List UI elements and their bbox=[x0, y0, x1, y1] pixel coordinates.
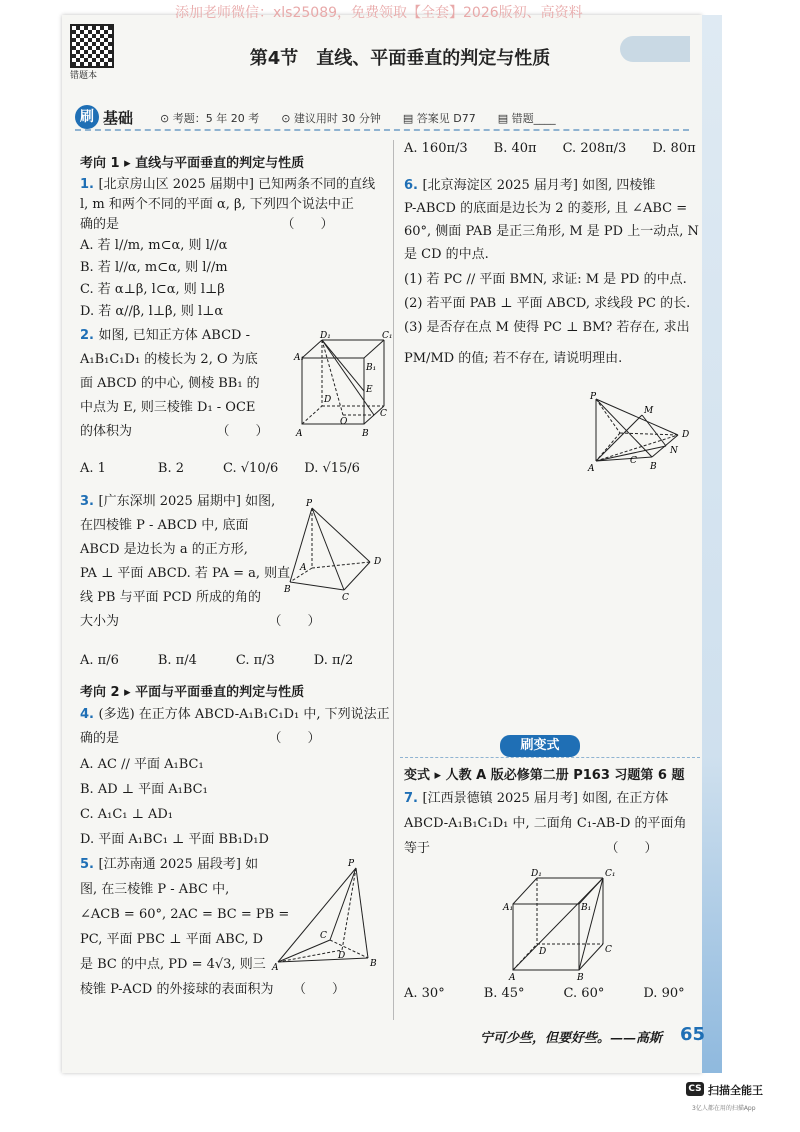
question-number-line bbox=[80, 495, 275, 509]
figure-vertex-label: C bbox=[380, 409, 387, 419]
figure-vertex-label: O bbox=[340, 417, 348, 427]
section-heading bbox=[80, 686, 304, 700]
question-text-line bbox=[80, 908, 289, 922]
question-text-line bbox=[80, 425, 269, 439]
question-text-line bbox=[404, 297, 690, 311]
bianshi-badge: 刷变式 bbox=[500, 735, 580, 757]
line-text: PM/MD 的值; 若不存在, 请说明理由. bbox=[404, 351, 623, 366]
line-text: D. 平面 A₁BC₁ ⊥ 平面 BB₁D₁D bbox=[80, 832, 269, 847]
figure-vertex-label: B bbox=[284, 585, 291, 595]
question-text-line bbox=[80, 808, 173, 822]
question-text-line bbox=[80, 983, 345, 997]
line-text: 考向 2 ▸ 平面与平面垂直的判定与性质 bbox=[80, 685, 305, 700]
figure-vertex-label: A bbox=[588, 464, 595, 474]
question-number: 4. bbox=[80, 707, 99, 722]
watermark: 添加老师微信：xls25089，免费领取【全套】2026版初、高资料 bbox=[175, 5, 583, 21]
line-text: A. AC // 平面 A₁BC₁ bbox=[80, 757, 204, 772]
question-text-line bbox=[80, 567, 290, 581]
line-text: ∠ACB = 60°, 2AC = BC = PB = bbox=[80, 907, 290, 922]
scanner-logo-icon: CS bbox=[686, 1082, 704, 1096]
figure-vertex-label: C bbox=[630, 456, 637, 466]
cube-figure-q7 bbox=[503, 869, 620, 983]
line-text: PA ⊥ 平面 ABCD. 若 PA = a, 则直 bbox=[80, 566, 291, 581]
figure-vertex-label: B bbox=[362, 429, 369, 439]
question-text-line bbox=[80, 758, 204, 772]
bianshi-divider bbox=[400, 757, 700, 758]
question-text-line bbox=[404, 225, 699, 239]
page-edge-bar bbox=[702, 15, 722, 1073]
figure-vertex-label: A bbox=[300, 563, 307, 573]
shua-badge: 刷 bbox=[75, 105, 99, 129]
figure-vertex-label: D₁ bbox=[531, 869, 542, 879]
question-number: 2. bbox=[80, 328, 99, 343]
line-text: 确的是 （ ） bbox=[80, 731, 321, 746]
section-heading bbox=[404, 769, 685, 783]
question-text-line bbox=[404, 987, 685, 1001]
figure-vertex-label: A₁ bbox=[294, 353, 305, 363]
line-text: A. 若 l//m, m⊂α, 则 l//α bbox=[80, 238, 228, 253]
line-text: ABCD-A₁B₁C₁D₁ 中, 二面角 C₁-AB-D 的平面角 bbox=[404, 816, 687, 831]
figure-vertex-label: A₁ bbox=[503, 903, 514, 913]
line-text: B. 若 l//α, m⊂α, 则 l//m bbox=[80, 260, 228, 275]
line-text: 确的是 （ ） bbox=[80, 217, 334, 232]
question-text-line bbox=[80, 305, 223, 319]
question-number: 7. bbox=[404, 791, 423, 806]
column-divider bbox=[393, 140, 394, 1020]
line-text: (3) 是否存在点 M 使得 PC ⊥ BM? 若存在, 求出 bbox=[404, 320, 690, 335]
question-text-line bbox=[80, 353, 258, 367]
line-text: 是 CD 的中点. bbox=[404, 247, 489, 262]
question-text-line bbox=[404, 352, 622, 366]
line-text: 棱锥 P-ACD 的外接球的表面积为 （ ） bbox=[80, 982, 345, 997]
question-text-line bbox=[404, 248, 489, 262]
question-text-line bbox=[80, 218, 334, 232]
figure-vertex-label: C bbox=[342, 593, 349, 603]
question-text-line bbox=[80, 462, 360, 476]
line-text: PC, 平面 PBC ⊥ 平面 ABC, D bbox=[80, 932, 264, 947]
question-text-line bbox=[80, 732, 321, 746]
figure-vertex-label: D bbox=[324, 395, 332, 405]
line-text: A₁B₁C₁D₁ 的棱长为 2, O 为底 bbox=[80, 352, 258, 367]
jichu-label: 基础 bbox=[103, 109, 134, 127]
question-number-line bbox=[404, 179, 655, 193]
line-text: P-ABCD 的底面是边长为 2 的菱形, 且 ∠ABC = bbox=[404, 201, 688, 216]
question-text-line bbox=[80, 783, 208, 797]
question-text-line bbox=[80, 654, 353, 668]
figure-vertex-label: C₁ bbox=[605, 869, 616, 879]
page-title: 第4节 直线、平面垂直的判定与性质 bbox=[249, 48, 551, 69]
question-text-line bbox=[80, 401, 255, 415]
figure-vertex-label: D bbox=[682, 430, 690, 440]
question-number-line bbox=[80, 858, 258, 872]
figure-vertex-label: D₁ bbox=[320, 331, 331, 341]
line-text: 变式 ▸ 人教 A 版必修第二册 P163 习题第 6 题 bbox=[404, 768, 685, 783]
line-text: 的体积为 （ ） bbox=[80, 424, 269, 439]
question-number-line bbox=[80, 329, 250, 343]
question-text-line bbox=[80, 615, 321, 629]
line-text: 在四棱锥 P - ABCD 中, 底面 bbox=[80, 518, 249, 533]
question-text-line bbox=[80, 377, 260, 391]
jichu-meta: ⊙ 考题：5 年 20 考 ⊙ 建议用时 30 分钟 ▤ 答案见 D77 ▤ 错题____ bbox=[160, 112, 556, 125]
qr-caption: 错题本 bbox=[70, 71, 98, 81]
question-text-line bbox=[80, 519, 249, 533]
figure-vertex-label: M bbox=[644, 406, 654, 416]
figure-vertex-label: B₁ bbox=[366, 363, 377, 373]
figure-vertex-label: B bbox=[577, 973, 584, 983]
pyramid-figure-q3 bbox=[282, 499, 392, 603]
question-text-line bbox=[404, 273, 687, 287]
line-text: 面 ABCD 的中心, 侧棱 BB₁ 的 bbox=[80, 376, 260, 391]
question-text-line bbox=[404, 321, 690, 335]
figure-vertex-label: C bbox=[320, 931, 327, 941]
line-text: (2) 若平面 PAB ⊥ 平面 ABCD, 求线段 PC 的长. bbox=[404, 296, 691, 311]
line-text: A. 160π/3 B. 40π C. 208π/3 D. 80π bbox=[404, 141, 696, 156]
figure-vertex-label: A bbox=[296, 429, 303, 439]
figure-vertex-label: D bbox=[374, 557, 382, 567]
question-text-line bbox=[404, 142, 696, 156]
line-text: (多选) 在正方体 ABCD-A₁B₁C₁D₁ 中, 下列说法正 bbox=[98, 707, 390, 722]
line-text: 线 PB 与平面 PCD 所成的角的 bbox=[80, 590, 261, 605]
question-number: 1. bbox=[80, 177, 99, 192]
question-text-line bbox=[80, 261, 228, 275]
question-number-line bbox=[404, 792, 668, 806]
question-text-line bbox=[80, 543, 248, 557]
line-text: 如图, 已知正方体 ABCD - bbox=[98, 328, 250, 343]
figure-vertex-label: P bbox=[590, 392, 597, 402]
figure-vertex-label: D bbox=[338, 951, 346, 961]
figure-vertex-label: E bbox=[366, 385, 373, 395]
line-text: (1) 若 PC // 平面 BMN, 求证: M 是 PD 的中点. bbox=[404, 272, 687, 287]
question-text-line bbox=[80, 283, 225, 297]
line-text: A. π/6 B. π/4 C. π/3 D. π/2 bbox=[80, 653, 354, 668]
footer-quote: 宁可少些，但要好些。——高斯 bbox=[480, 1031, 663, 1046]
line-text: 考向 1 ▸ 直线与平面垂直的判定与性质 bbox=[80, 156, 305, 171]
question-text-line bbox=[404, 842, 658, 856]
question-text-line bbox=[404, 817, 687, 831]
line-text: 等于 （ ） bbox=[404, 841, 658, 856]
line-text: [江苏南通 2025 届段考] 如 bbox=[98, 857, 259, 872]
figure-vertex-label: D bbox=[539, 947, 547, 957]
question-number-line bbox=[80, 708, 390, 722]
question-text-line bbox=[404, 202, 687, 216]
cube-figure-q2 bbox=[280, 330, 393, 440]
line-text: [北京海淀区 2025 届月考] 如图, 四棱锥 bbox=[422, 178, 656, 193]
figure-vertex-label: B bbox=[650, 462, 657, 472]
question-number: 3. bbox=[80, 494, 99, 509]
figure-vertex-label: C bbox=[605, 945, 612, 955]
question-number: 5. bbox=[80, 857, 99, 872]
figure-vertex-label: N bbox=[670, 446, 678, 456]
section-heading bbox=[80, 157, 304, 171]
figure-vertex-label: C₁ bbox=[382, 331, 393, 341]
jichu-header bbox=[75, 105, 689, 131]
question-text-line bbox=[80, 883, 229, 897]
question-text-line bbox=[80, 833, 269, 847]
figure-vertex-label: B₁ bbox=[581, 903, 592, 913]
figure-vertex-label: A bbox=[272, 963, 279, 973]
figure-vertex-label: B bbox=[370, 959, 377, 969]
scanner-name: 扫描全能王 bbox=[708, 1084, 763, 1097]
line-text: [江西景德镇 2025 届月考] 如图, 在正方体 bbox=[422, 791, 669, 806]
line-text: C. 若 α⊥β, l⊂α, 则 l⊥β bbox=[80, 282, 225, 297]
line-text: ABCD 是边长为 a 的正方形, bbox=[80, 542, 248, 557]
pyramid-figure-q6 bbox=[590, 393, 700, 473]
question-text-line bbox=[80, 958, 266, 972]
line-text: 大小为 （ ） bbox=[80, 614, 321, 629]
line-text: 60°, 侧面 PAB 是正三角形, M 是 PD 上一动点, N bbox=[404, 224, 699, 239]
question-text-line bbox=[80, 591, 261, 605]
figure-vertex-label: P bbox=[348, 859, 355, 869]
question-number: 6. bbox=[404, 178, 423, 193]
line-text: 图, 在三棱锥 P - ABC 中, bbox=[80, 882, 230, 897]
question-text-line bbox=[80, 239, 227, 253]
line-text: [北京房山区 2025 届期中] 已知两条不同的直线 bbox=[98, 177, 376, 192]
line-text: 中点为 E, 则三棱锥 D₁ - OCE bbox=[80, 400, 256, 415]
line-text: [广东深圳 2025 届期中] 如图, bbox=[98, 494, 276, 509]
question-number-line bbox=[80, 178, 375, 192]
line-text: B. AD ⊥ 平面 A₁BC₁ bbox=[80, 782, 208, 797]
line-text: C. A₁C₁ ⊥ AD₁ bbox=[80, 807, 174, 822]
page-number: 65 bbox=[680, 1024, 706, 1045]
question-text-line bbox=[80, 933, 263, 947]
line-text: D. 若 α//β, l⊥β, 则 l⊥α bbox=[80, 304, 224, 319]
line-text: 是 BC 的中点, PD = 4√3, 则三 bbox=[80, 957, 266, 972]
line-text: A. 1 B. 2 C. √10/6 D. √15/6 bbox=[80, 461, 360, 476]
line-text: l, m 和两个不同的平面 α, β, 下列四个说法中正 bbox=[80, 197, 354, 212]
figure-vertex-label: P bbox=[306, 499, 313, 509]
scanner-tagline: 3亿人都在用的扫描App bbox=[692, 1105, 756, 1112]
question-text-line bbox=[80, 198, 354, 212]
figure-vertex-label: A bbox=[509, 973, 516, 983]
line-text: A. 30° B. 45° C. 60° D. 90° bbox=[404, 986, 685, 1001]
